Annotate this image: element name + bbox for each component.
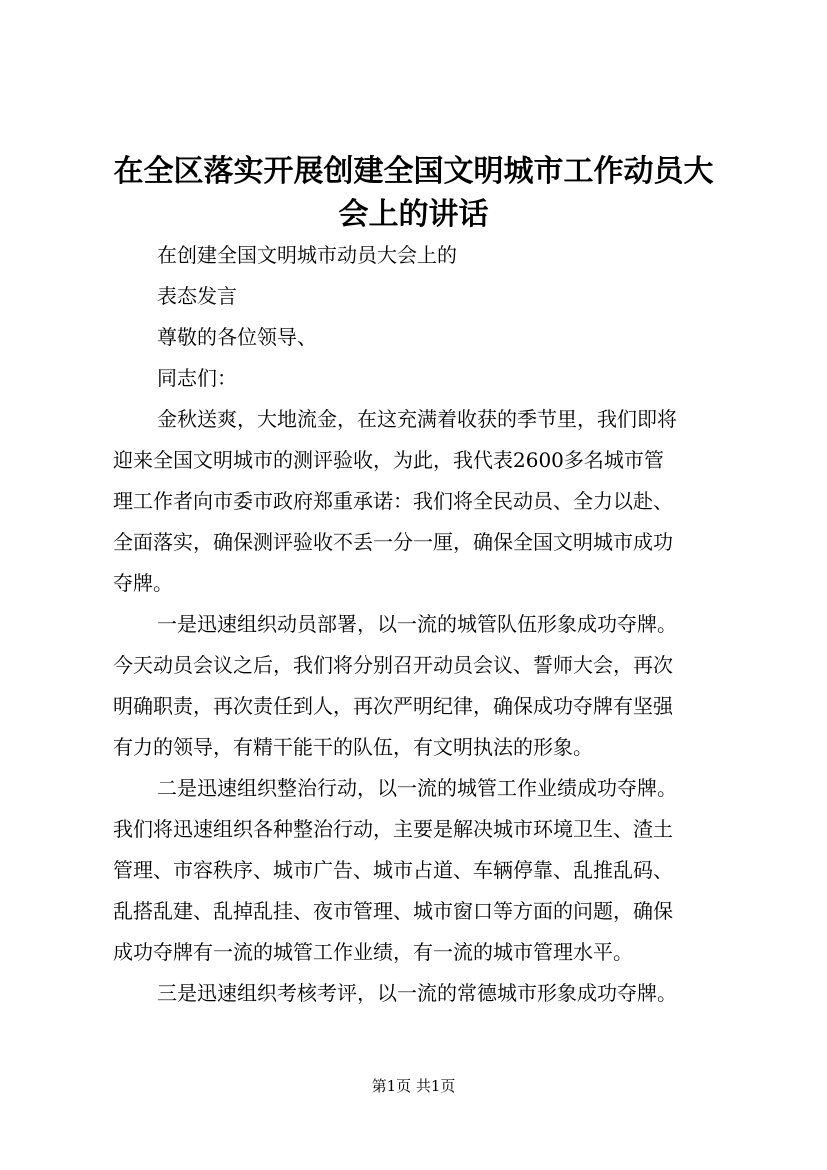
paragraph-line: 管理、市容秩序、城市广告、城市占道、车辆停靠、乱推乱码、 xyxy=(113,858,673,882)
paragraph-line: 有力的领导，有精干能干的队伍，有文明执法的形象。 xyxy=(113,735,593,759)
heading-line-2: 表态发言 xyxy=(157,284,237,308)
paragraph-line: 明确职责，再次责任到人，再次严明纪律，确保成功夺牌有坚强 xyxy=(113,694,673,718)
salutation-line-1: 尊敬的各位领导、 xyxy=(157,325,317,349)
paragraph-1 xyxy=(113,399,743,604)
paragraph-line: 乱搭乱建、乱掉乱挂、夜市管理、城市窗口等方面的问题，确保 xyxy=(113,899,673,923)
paragraph-line: 理工作者向市委市政府郑重承诺：我们将全民动员、全力以赴、 xyxy=(113,489,673,513)
paragraph-line: 今天动员会议之后，我们将分别召开动员会议、誓师大会，再次 xyxy=(113,653,673,677)
document-body xyxy=(113,235,743,1014)
paragraph-3 xyxy=(113,768,743,973)
paragraph-line: 三是迅速组织考核考评，以一流的常德城市形象成功夺牌。 xyxy=(157,981,677,1005)
paragraph-line: 成功夺牌有一流的城管工作业绩，有一流的城市管理水平。 xyxy=(113,940,633,964)
paragraph-line: 夺牌。 xyxy=(113,571,173,595)
paragraph-line: 全面落实，确保测评验收不丢一分一厘，确保全国文明城市成功 xyxy=(113,530,673,554)
document-title xyxy=(0,150,827,236)
paragraph-line: 一是迅速组织动员部署，以一流的城管队伍形象成功夺牌。 xyxy=(157,612,677,636)
paragraph-line: 迎来全国文明城市的测评验收，为此，我代表2600多名城市管 xyxy=(113,448,664,472)
title-line-2: 会上的讲话 xyxy=(338,197,489,232)
paragraph-2 xyxy=(113,604,743,768)
paragraph-line: 我们将迅速组织各种整治行动，主要是解决城市环境卫生、渣土 xyxy=(113,817,673,841)
heading-line-1: 在创建全国文明城市动员大会上的 xyxy=(157,243,457,267)
page-footer: 第1页 共1页 xyxy=(371,1077,456,1095)
salutation-line-2: 同志们： xyxy=(157,366,237,390)
title-line-1: 在全区落实开展创建全国文明城市工作动员大 xyxy=(113,154,714,189)
paragraph-line: 金秋送爽，大地流金，在这充满着收获的季节里，我们即将 xyxy=(157,407,677,431)
paragraph-4 xyxy=(113,973,743,1014)
paragraph-line: 二是迅速组织整治行动，以一流的城管工作业绩成功夺牌。 xyxy=(157,776,677,800)
